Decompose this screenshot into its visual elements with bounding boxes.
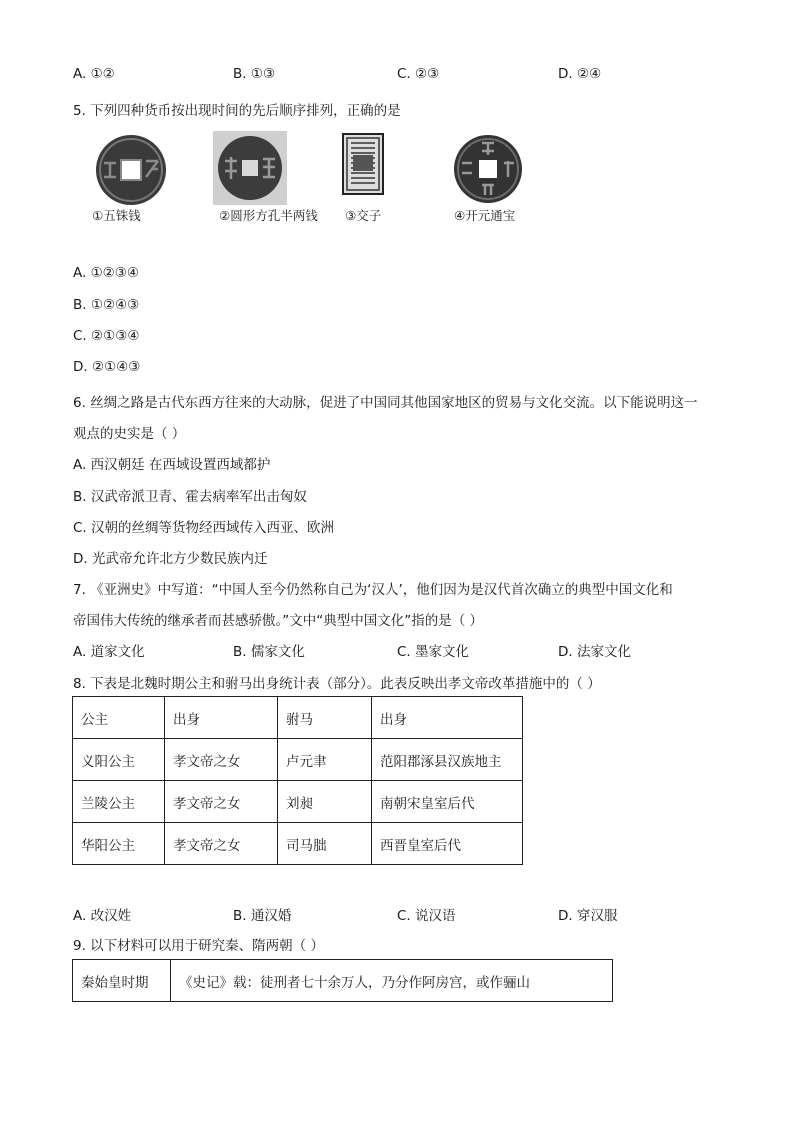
q8-option-b: B. 通汉婚 <box>233 908 292 924</box>
table-cell: 孝文帝之女 <box>165 781 278 823</box>
caption-banliang: ②圆形方孔半两钱 <box>219 208 318 223</box>
q5-option-c: C. ②①③④ <box>73 328 140 344</box>
table-cell: 华阳公主 <box>73 823 165 865</box>
q6-stem-line1: 6. 丝绸之路是古代东西方往来的大动脉，促进了中国同其他国家地区的贸易与文化交流。以下能说明这一 <box>73 395 698 411</box>
q4-option-d: D. ②④ <box>558 66 602 82</box>
q5-stem: 5. 下列四种货币按出现时间的先后顺序排列，正确的是 <box>73 103 401 119</box>
table-header-cell: 出身 <box>165 697 278 739</box>
caption-jiaozi: ③交子 <box>345 208 382 223</box>
table-cell: 范阳郡涿县汉族地主 <box>372 739 523 781</box>
table-cell: 卢元聿 <box>278 739 372 781</box>
table-cell: 西晋皇室后代 <box>372 823 523 865</box>
q5-option-d: D. ②①④③ <box>73 359 141 375</box>
q7-option-d: D. 法家文化 <box>558 644 631 660</box>
caption-wuzhu: ①五铢钱 <box>92 208 141 223</box>
q7-option-c: C. 墨家文化 <box>397 644 470 660</box>
q7-stem-line1: 7. 《亚洲史》中写道：“中国人至今仍然称自己为‘汉人’，他们因为是汉代首次确立的典型中国文化和 <box>73 582 673 598</box>
table-cell: 《史记》载：徒刑者七十余万人，乃分作阿房宫，或作骊山 <box>171 960 613 1002</box>
q6-option-b: B. 汉武帝派卫青、霍去病率军出击匈奴 <box>73 489 307 505</box>
q6-option-d: D. 光武帝允许北方少数民族内迁 <box>73 551 268 567</box>
q7-stem-line2: 帝国伟大传统的继承者而甚感骄傲。”文中“典型中国文化”指的是（ ） <box>73 613 484 629</box>
table-cell: 秦始皇时期 <box>73 960 171 1002</box>
caption-kaiyuan: ④开元通宝 <box>454 208 516 223</box>
q5-option-a: A. ①②③④ <box>73 265 139 281</box>
q4-option-b: B. ①③ <box>233 66 276 82</box>
table-header-cell: 出身 <box>372 697 523 739</box>
table-cell: 南朝宋皇室后代 <box>372 781 523 823</box>
table-header-cell: 驸马 <box>278 697 372 739</box>
wuzhu-coin-image <box>94 133 168 207</box>
q6-option-a: A. 西汉朝廷 在西域设置西域都护 <box>73 457 271 473</box>
q8-option-a: A. 改汉姓 <box>73 908 132 924</box>
table-cell: 义阳公主 <box>73 739 165 781</box>
table-header-cell: 公主 <box>73 697 165 739</box>
q8-table <box>72 696 523 865</box>
table-cell: 司马朏 <box>278 823 372 865</box>
kaiyuan-coin-image <box>452 133 524 205</box>
q4-option-c: C. ②③ <box>397 66 440 82</box>
jiaozi-note-image <box>342 133 384 195</box>
q7-option-b: B. 儒家文化 <box>233 644 305 660</box>
table-row <box>73 823 523 865</box>
q9-table <box>72 959 613 1002</box>
table-row <box>73 697 523 739</box>
q9-stem: 9. 以下材料可以用于研究秦、隋两朝（ ） <box>73 938 324 954</box>
table-cell: 兰陵公主 <box>73 781 165 823</box>
q8-option-d: D. 穿汉服 <box>558 908 618 924</box>
q7-option-a: A. 道家文化 <box>73 644 145 660</box>
q6-stem-line2: 观点的史实是（ ） <box>73 426 186 442</box>
table-row <box>73 739 523 781</box>
q4-option-a: A. ①② <box>73 66 115 82</box>
q8-stem: 8. 下表是北魏时期公主和驸马出身统计表（部分）。此表反映出孝文帝改革措施中的（ ） <box>73 676 601 692</box>
table-cell: 孝文帝之女 <box>165 823 278 865</box>
table-row <box>73 781 523 823</box>
table-row <box>73 960 613 1002</box>
banliang-coin-image <box>213 131 287 205</box>
q8-option-c: C. 说汉语 <box>397 908 456 924</box>
q6-option-c: C. 汉朝的丝绸等货物经西域传入西亚、欧洲 <box>73 520 335 536</box>
table-cell: 刘昶 <box>278 781 372 823</box>
q5-option-b: B. ①②④③ <box>73 297 140 313</box>
table-cell: 孝文帝之女 <box>165 739 278 781</box>
